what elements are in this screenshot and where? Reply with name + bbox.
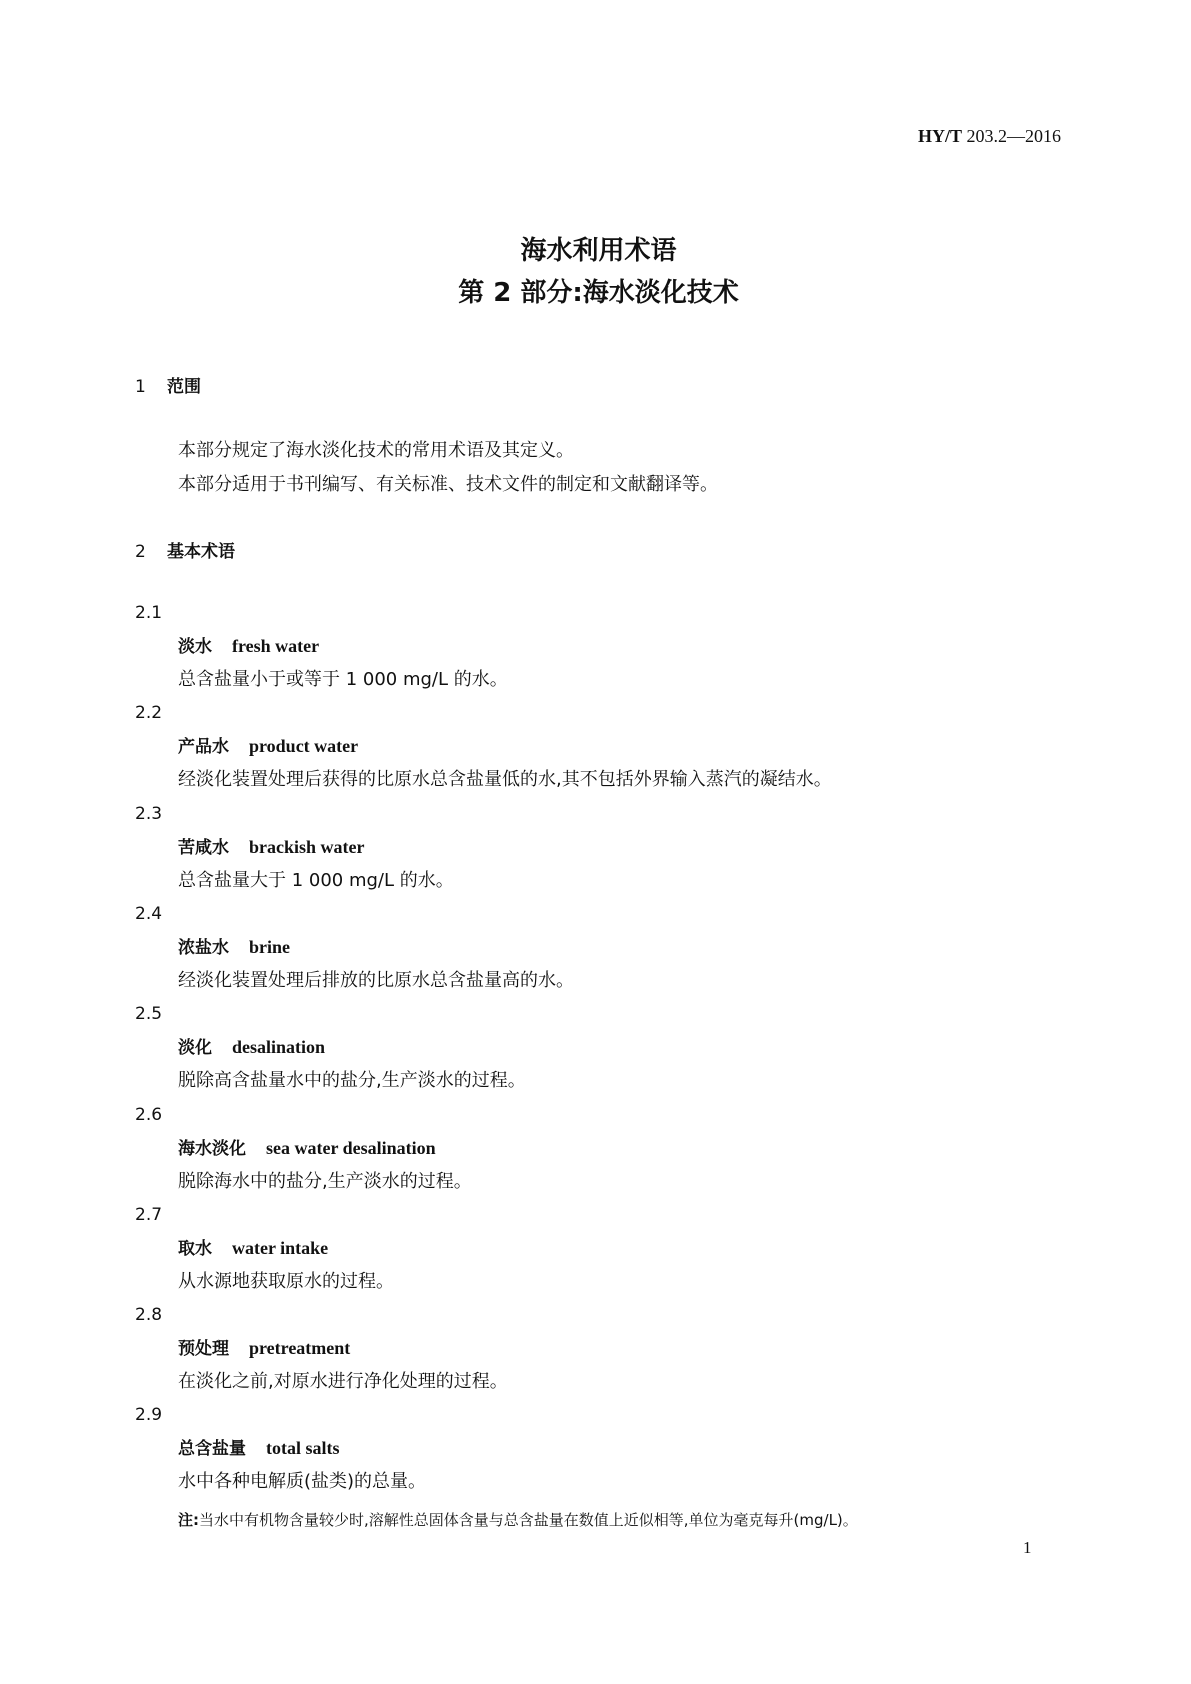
term-heading	[178, 630, 1085, 663]
term-entry	[135, 697, 1085, 796]
note	[178, 1509, 858, 1530]
term-definition: 在淡化之前,对原水进行净化处理的过程。	[178, 1371, 508, 1393]
term-zh: 预处理	[178, 1339, 229, 1360]
term-zh: 海水淡化	[178, 1138, 246, 1159]
term-en: pretreatment	[249, 1338, 351, 1359]
term-definition: 水中各种电解质(盐类)的总量。	[178, 1471, 427, 1493]
section-number: 2	[135, 542, 146, 562]
term-heading	[178, 1031, 1085, 1064]
term-number: 2.9	[135, 1405, 163, 1426]
scope-paragraph: 本部分规定了海水淡化技术的常用术语及其定义。	[178, 440, 574, 461]
standard-prefix: HY/T	[917, 126, 962, 146]
document-subtitle: 第 2 部分:海水淡化技术	[458, 278, 739, 308]
term-entry	[135, 798, 1085, 897]
term-zh: 总含盐量	[178, 1439, 246, 1460]
document-title: 海水利用术语	[520, 236, 677, 266]
term-en: fresh water	[232, 636, 320, 656]
note-label: 注:	[178, 1511, 199, 1529]
term-number: 2.6	[135, 1104, 163, 1125]
term-definition: 脱除高含盐量水中的盐分,生产淡水的过程。	[178, 1070, 526, 1092]
term-heading	[178, 931, 1085, 964]
term-entry	[135, 998, 1085, 1097]
term-heading	[178, 1132, 1085, 1165]
note-text: 当水中有机物含量较少时,溶解性总固体含量与总含盐量在数值上近似相等,单位为毫克每升(mg/L)。	[199, 1511, 858, 1529]
section-title: 基本术语	[167, 542, 235, 562]
term-definition: 经淡化装置处理后获得的比原水总含盐量低的水,其不包括外界输入蒸汽的凝结水。	[178, 769, 832, 791]
page-number: 1	[1023, 1538, 1032, 1557]
term-heading	[178, 1432, 1085, 1465]
term-en: total salts	[266, 1438, 340, 1459]
term-zh: 产品水	[178, 737, 229, 758]
term-en: brine	[249, 936, 291, 957]
term-heading	[178, 730, 1085, 763]
term-number: 2.5	[135, 1004, 163, 1025]
term-zh: 浓盐水	[178, 937, 229, 958]
term-heading	[178, 831, 1085, 864]
term-definition: 经淡化装置处理后排放的比原水总含盐量高的水。	[178, 969, 574, 991]
term-en: brackish water	[249, 836, 365, 857]
section-heading-scope	[135, 372, 201, 397]
term-number: 2.4	[135, 903, 163, 924]
term-number: 2.3	[135, 803, 163, 824]
term-number: 2.8	[135, 1305, 163, 1326]
term-zh: 苦咸水	[178, 837, 229, 858]
term-number: 2.1	[135, 603, 163, 623]
section-number: 1	[135, 377, 146, 397]
term-zh: 取水	[178, 1238, 212, 1259]
term-number: 2.7	[135, 1204, 163, 1225]
scope-paragraph: 本部分适用于书刊编写、有关标准、技术文件的制定和文献翻译等。	[178, 474, 718, 495]
term-entry	[135, 1099, 1085, 1198]
standard-number: 203.2—2016	[966, 126, 1061, 146]
term-entry	[135, 1299, 1085, 1398]
term-definition: 脱除海水中的盐分,生产淡水的过程。	[178, 1170, 472, 1192]
term-entry	[135, 898, 1085, 997]
term-en: sea water desalination	[266, 1137, 436, 1158]
term-entry	[135, 1199, 1085, 1298]
term-en: desalination	[232, 1037, 326, 1058]
term-heading	[178, 1332, 1085, 1365]
section-title: 范围	[167, 377, 201, 397]
section-heading-basic-terms	[135, 537, 235, 562]
term-en: water intake	[232, 1237, 329, 1258]
term-definition: 总含盐量小于或等于 1 000 mg/L 的水。	[178, 669, 508, 690]
term-zh: 淡水	[178, 637, 212, 657]
term-zh: 淡化	[178, 1038, 212, 1059]
term-entry	[135, 597, 1085, 696]
term-heading	[178, 1232, 1085, 1265]
term-en: product water	[249, 736, 359, 757]
term-definition: 总含盐量大于 1 000 mg/L 的水。	[178, 869, 454, 891]
term-entry	[135, 1399, 1085, 1498]
term-definition: 从水源地获取原水的过程。	[178, 1270, 394, 1292]
term-number: 2.2	[135, 703, 163, 724]
standard-code	[918, 126, 1061, 147]
